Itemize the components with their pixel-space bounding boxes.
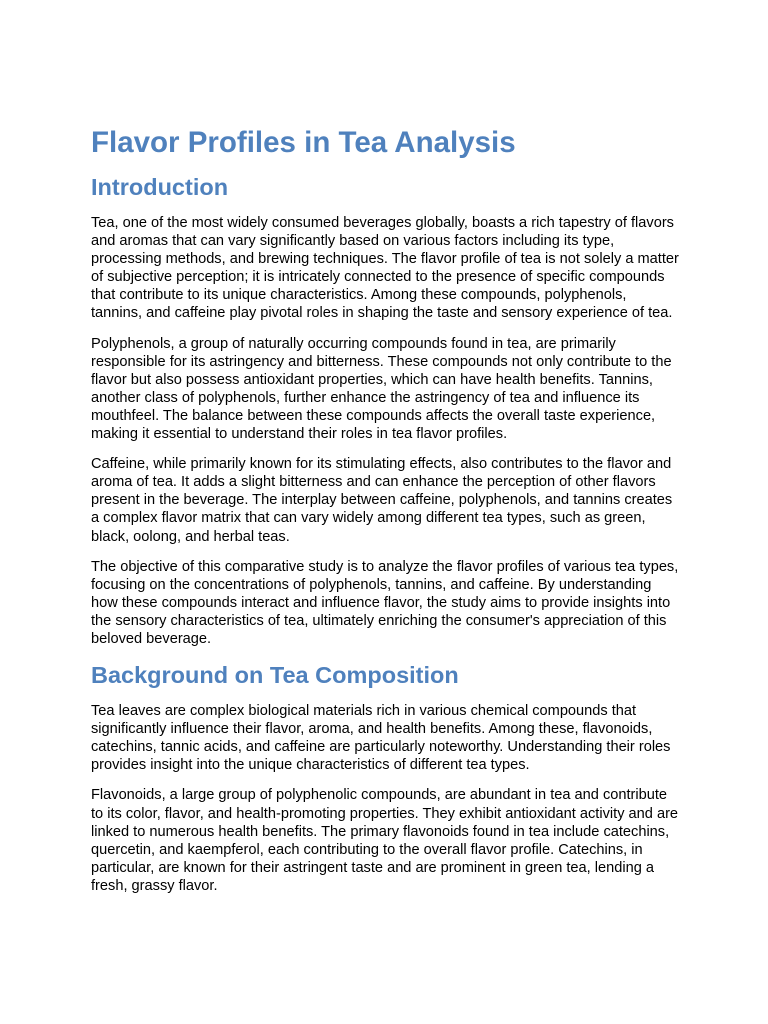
- paragraph: Flavonoids, a large group of polyphenolic compounds, are abundant in tea and contribute to its color, flavor, and health-promoting properties. They exhibit antioxidant activity and are linked to numerous health benefits. The primary flavonoids found in tea include catechins, quercetin, and kaempferol, each contributing to the overall flavor profile. Catechins, in particular, are known for their astringent taste and are prominent in green tea, lending a fresh, grassy flavor.: [91, 787, 679, 894]
- paragraph: Caffeine, while primarily known for its stimulating effects, also contributes to the flavor and aroma of tea. It adds a slight bitterness and can enhance the perception of other flavors present in the beverage. The interplay between caffeine, polyphenols, and tannins creates a complex flavor matrix that can vary widely among different tea types, such as green, black, oolong, and herbal teas.: [91, 456, 673, 545]
- section-heading-background: Background on Tea Composition: [91, 662, 459, 689]
- paragraph: Tea leaves are complex biological materials rich in various chemical compounds that significantly influence their flavor, aroma, and health benefits. Among these, flavonoids, catechins, tannic acids, and caffeine are particularly noteworthy. Understanding their roles provides insight into the unique characteristics of different tea types.: [91, 703, 671, 774]
- section-heading-introduction: Introduction: [91, 174, 229, 200]
- document-title: Flavor Profiles in Tea Analysis: [91, 126, 516, 159]
- paragraph: Tea, one of the most widely consumed beverages globally, boasts a rich tapestry of flavors and aromas that can vary significantly based on various factors including its type, processing methods, and brewing techniques. The flavor profile of tea is not solely a matter of subjective perception; it is intricately connected to the presence of specific compounds that contribute to its unique characteristics. Among these compounds, polyphenols, tannins, and caffeine play pivotal roles in shaping the taste and sensory experience of tea.: [91, 215, 679, 322]
- section-introduction: [91, 172, 681, 648]
- paragraph: The objective of this comparative study is to analyze the flavor profiles of various tea types, focusing on the concentrations of polyphenols, tannins, and caffeine. By understanding how these compounds interact and influence flavor, the study aims to provide insights into the sensory characteristics of tea, ultimately enriching the consumer's appreciation of this beloved beverage.: [91, 558, 679, 647]
- document-page: [91, 124, 681, 907]
- section-background: [91, 660, 681, 895]
- paragraph: Polyphenols, a group of naturally occurring compounds found in tea, are primarily responsible for its astringency and bitterness. These compounds not only contribute to the flavor but also possess antioxidant properties, which can have health benefits. Tannins, another class of polyphenols, further enhance the astringency of tea and influence its mouthfeel. The balance between these compounds affects the overall taste experience, making it essential to understand their roles in tea flavor profiles.: [91, 335, 672, 443]
